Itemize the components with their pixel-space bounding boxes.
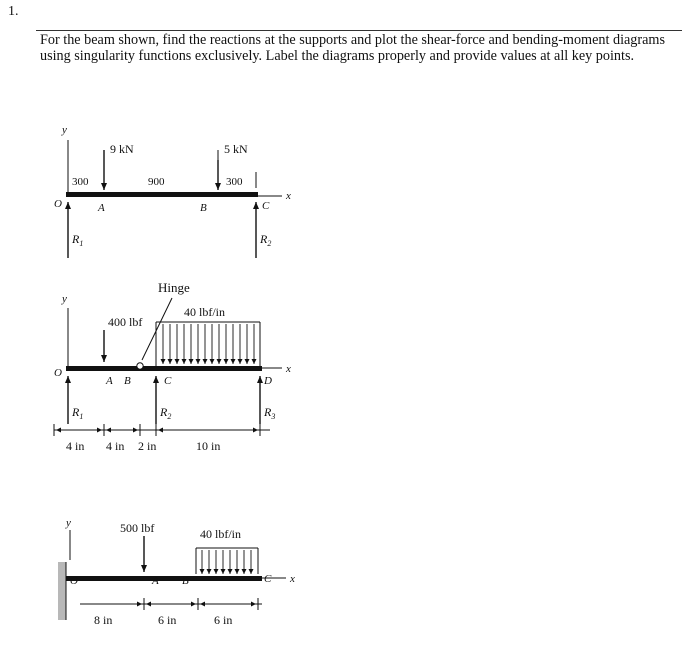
fig-a-load-9kn: 9 kN: [110, 142, 134, 156]
fig-b-dist-load-label: 40 lbf/in: [184, 305, 225, 319]
fig-b-y-label: y: [62, 293, 67, 305]
fig-a-point-c: C: [262, 200, 270, 212]
fig-b-origin-label: O: [54, 367, 62, 379]
fig-b-dim-1: 4 in: [66, 439, 85, 453]
fig-b-point-a: A: [106, 375, 113, 387]
fig-b-dim-4: 10 in: [196, 439, 221, 453]
figure-c: [58, 517, 295, 627]
fig-b-point-d: D: [264, 375, 272, 387]
figure-a: [54, 124, 291, 258]
fig-c-point-load-label: 500 lbf: [120, 521, 155, 535]
fig-c-point-b: B: [182, 575, 189, 587]
fig-b-point-c: C: [164, 375, 172, 387]
fig-b-point-b: B: [124, 375, 131, 387]
fig-a-dim-300-right: 300: [226, 176, 243, 188]
fig-c-distributed-load-arrows: [202, 550, 251, 574]
fig-a-load-5kn: 5 kN: [224, 142, 248, 156]
fig-c-wall: [58, 562, 66, 620]
fig-c-dim-2: 6 in: [158, 613, 177, 627]
fig-c-y-label: y: [66, 517, 71, 529]
fig-a-point-a: A: [98, 202, 105, 214]
problem-number: 1.: [8, 4, 19, 19]
problem-statement: For the beam shown, find the reactions at the supports and plot the shear-force and bending-moment diagrams using singularity functions exclusively. Label the diagrams properly and provide values at all key points.: [40, 32, 665, 64]
fig-a-dim-900: 900: [148, 176, 165, 188]
fig-c-point-a: A: [152, 575, 159, 587]
fig-a-beam: [66, 192, 258, 197]
fig-b-beam: [66, 366, 262, 371]
fig-b-distributed-load-arrows: [163, 324, 254, 364]
fig-b-hinge: [137, 363, 143, 369]
fig-a-reaction-2: $R_2$: [260, 232, 272, 248]
fig-c-dim-1: 8 in: [94, 613, 113, 627]
fig-b-reaction-2: $R_2$: [160, 405, 172, 421]
fig-a-reaction-1: $R_1$: [72, 232, 84, 248]
fig-b-point-load-label: 400 lbf: [108, 315, 143, 329]
fig-c-origin-label: O: [70, 575, 78, 587]
fig-a-origin-label: O: [54, 198, 62, 210]
figure-b: [54, 280, 291, 453]
fig-c-x-label: x: [290, 573, 295, 585]
fig-c-point-c: C: [264, 573, 272, 585]
fig-a-dim-300-left: 300: [72, 176, 89, 188]
fig-c-dim-3: 6 in: [214, 613, 233, 627]
fig-a-x-label: x: [286, 190, 291, 202]
fig-b-dim-2: 4 in: [106, 439, 125, 453]
fig-c-dist-load-label: 40 lbf/in: [200, 527, 241, 541]
fig-b-hinge-label: Hinge: [158, 280, 190, 295]
fig-b-reaction-3: $R_3$: [264, 405, 276, 421]
fig-c-beam: [66, 576, 262, 581]
fig-b-reaction-1: $R_1$: [72, 405, 84, 421]
fig-b-x-label: x: [286, 363, 291, 375]
fig-a-y-label: y: [62, 124, 67, 136]
fig-b-dim-3: 2 in: [138, 439, 157, 453]
fig-a-point-b: B: [200, 202, 207, 214]
